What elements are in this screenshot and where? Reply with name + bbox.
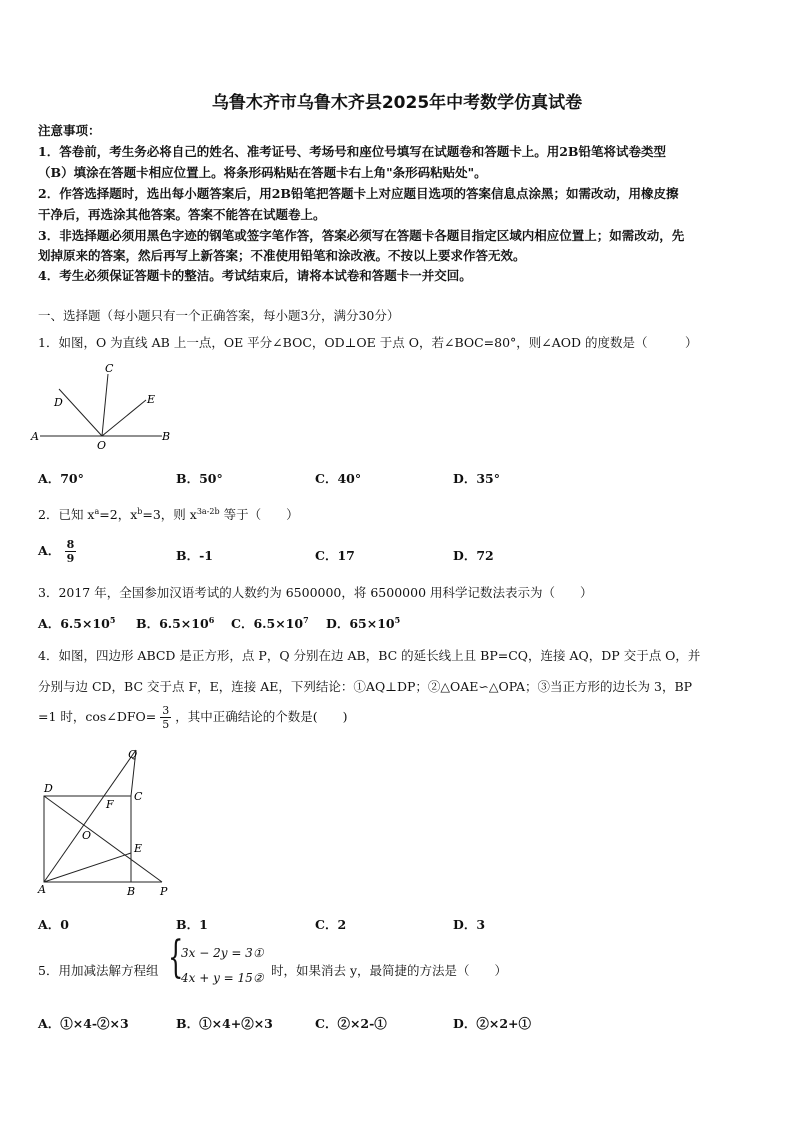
q4-option-a[interactable]: A．0 (38, 917, 69, 932)
question-4-line-1: 4．如图，四边形 ABCD 是正方形，点 P，Q 分别在边 AB，BC 的延长线上且 BP=CQ，连接 AQ，DP 交于点 O，并 (38, 648, 701, 663)
q5-equation-2: 4x + y = 15② (181, 971, 264, 985)
q5-option-b[interactable]: B．①×4+②×3 (176, 1016, 273, 1031)
q4-label-c: C (134, 790, 143, 803)
q1-label-e: E (147, 393, 156, 406)
q4-label-b: B (127, 885, 136, 898)
q4-label-f: F (106, 798, 114, 811)
q5-option-a[interactable]: A．①×4-②×3 (38, 1016, 129, 1031)
q2-option-d[interactable]: D．72 (453, 548, 494, 563)
q1-label-c: C (105, 362, 114, 375)
notice-line: 2．作答选择题时，选出每小题答案后，用2B铅笔把答题卡上对应题目选项的答案信息点涂黑；如需改动，用橡皮擦 (38, 186, 679, 201)
notice-line: （B）填涂在答题卡相应位置上。将条形码粘贴在答题卡右上角"条形码粘贴处"。 (38, 165, 487, 180)
question-4-line-2: 分别与边 CD，BC 交于点 F，E，连接 AE，下列结论：①AQ⊥DP；②△OAE∽△OPA；③当正方形的边长为 3，BP (38, 679, 693, 694)
notice-line: 1．答卷前，考生务必将自己的姓名、准考证号、考场号和座位号填写在试题卷和答题卡上。用2B铅笔将试卷类型 (38, 144, 666, 159)
q5-option-d[interactable]: D．②×2+① (453, 1016, 531, 1031)
q4-label-p: P (160, 885, 168, 898)
q4-label-q: Q (128, 748, 138, 761)
section-heading: 一、选择题（每小题只有一个正确答案，每小题3分，满分30分） (38, 308, 400, 323)
q3-option-a[interactable]: A．$6.5\times 10^5$ (38, 614, 116, 631)
q1-option-c[interactable]: C．40° (315, 471, 362, 486)
q3-option-b[interactable]: B．$6.5\times 10^6$ (136, 614, 215, 631)
notice-line: 干净后，再选涂其他答案。答案不能答在试题卷上。 (38, 207, 326, 222)
q1-angle-figure (30, 360, 180, 450)
q3-option-c[interactable]: C．$6.5\times 10^7$ (231, 614, 309, 631)
question-4-line-3: =1 时，cos∠DFO= $\frac{3}{5}$ ，其中正确结论的个数是( ) (38, 704, 348, 731)
q4-label-a: A (38, 883, 46, 896)
q4-option-b[interactable]: B．1 (176, 917, 208, 932)
question-5-suffix: 时，如果消去 y，最简捷的方法是（ ） (271, 963, 508, 978)
q2-option-c[interactable]: C．17 (315, 548, 355, 563)
q4-option-c[interactable]: C．2 (315, 917, 347, 932)
q4-label-o: O (82, 829, 92, 842)
question-1-text: 1．如图，O 为直线 AB 上一点，OE 平分∠BOC，OD⊥OE 于点 O，若∠BOC=80°，则∠AOD 的度数是（ ） (38, 335, 698, 350)
question-2-text: 2．已知 $x^a=2$，$x^b=3$，则 $x^{3a-2b}$ 等于（ ） (38, 506, 299, 522)
notice-heading: 注意事项： (38, 123, 101, 138)
q4-label-e: E (134, 842, 143, 855)
question-5-prefix: 5．用加减法解方程组 (38, 963, 159, 978)
q5-option-c[interactable]: C．②×2-① (315, 1016, 387, 1031)
question-3-text: 3．2017 年，全国参加汉语考试的人数约为 6500000，将 6500000 用科学记数法表示为（ ） (38, 585, 593, 600)
q5-equation-1: 3x − 2y = 3① (181, 946, 264, 960)
q1-option-a[interactable]: A．70° (38, 471, 84, 486)
notice-line: 3．非选择题必须用黑色字迹的钢笔或签字笔作答，答案必须写在答题卡各题目指定区域内相应位置上；如需改动，先 (38, 228, 685, 243)
q2-option-a[interactable]: A． $\frac{8}{9}$ (38, 538, 75, 565)
q4-label-d: D (44, 782, 53, 795)
q1-label-b: B (162, 430, 171, 443)
q1-label-o: O (97, 439, 107, 450)
q1-label-a: A (31, 430, 39, 443)
q1-option-b[interactable]: B．50° (176, 471, 223, 486)
notice-line: 4．考生必须保证答题卡的整洁。考试结束后，请将本试卷和答题卡一并交回。 (38, 268, 472, 283)
equation-brace: { (168, 932, 184, 983)
page-title: 乌鲁木齐市乌鲁木齐县2025年中考数学仿真试卷 (211, 93, 583, 113)
q3-option-d[interactable]: D．$65\times 10^5$ (326, 614, 401, 631)
q4-square-figure (30, 742, 190, 902)
q2-option-b[interactable]: B．-1 (176, 548, 213, 563)
q4-option-d[interactable]: D．3 (453, 917, 486, 932)
notice-line: 划掉原来的答案，然后再写上新答案；不准使用铅笔和涂改液。不按以上要求作答无效。 (38, 248, 526, 263)
q1-option-d[interactable]: D．35° (453, 471, 500, 486)
q1-label-d: D (54, 396, 63, 409)
